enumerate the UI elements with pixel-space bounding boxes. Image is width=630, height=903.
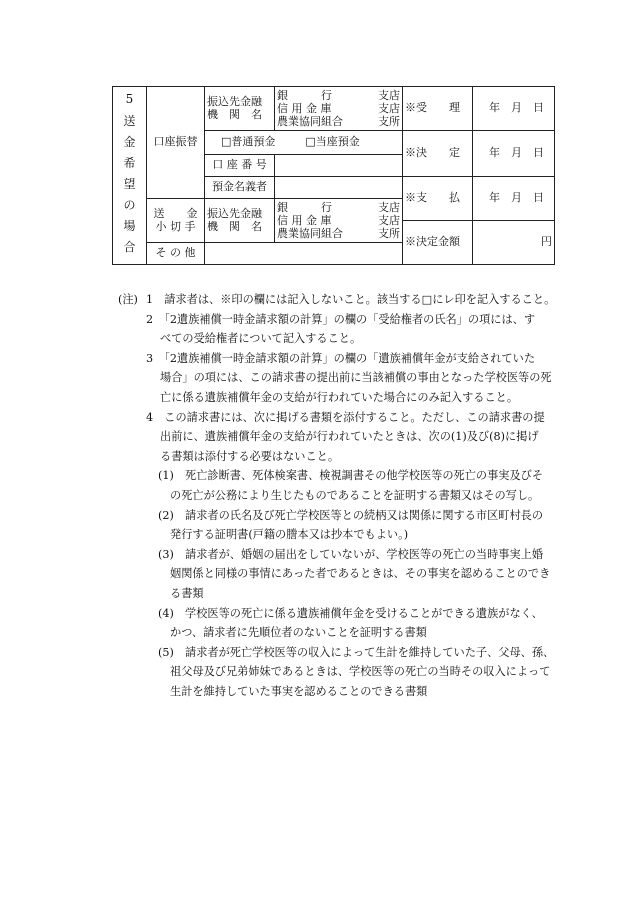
note-4-line-3: る書類は添付する必要はないこと。 (160, 449, 340, 463)
section-header-cell (113, 87, 147, 265)
sub-5-line-2: 祖父母及び兄弟姉妹であるときは、学校医等の死亡の当時その収入によって (170, 665, 551, 679)
note-1: (注) 1 請求者は、※印の欄には記入しないこと。該当する□にレ印を記入すること。 (118, 290, 588, 310)
receipt-label: ※受 理 (403, 87, 473, 131)
other-label: そ の 他 (147, 243, 205, 265)
note-4-line-1: 4 この請求書には、次に掲げる書類を添付すること。ただし、この請求書の提 (146, 410, 545, 424)
bank-name-field[interactable]: 銀 行 支店 信 用 金 庫 支店 農業協同組合 支所 (275, 87, 403, 131)
note-3-line-2: 場合」の項には、この請求書の提出前に当該補償の事由となった学校医等の死 (160, 371, 552, 385)
sub-1-line-1: (1) 死亡診断書、死体検案書、検視調書その他学校医等の死亡の事実及びそ (158, 469, 544, 483)
sub-3-line-3: る書類 (170, 586, 204, 600)
decision-label: ※決 定 (403, 131, 473, 177)
account-transfer-label: 口座振替 (147, 87, 205, 199)
check-bank-name-field[interactable]: 銀 行 支店 信 用 金 庫 支店 農業協同組合 支所 (275, 199, 403, 243)
payment-date-field[interactable]: 年 月 日 (473, 177, 555, 221)
sub-2-line-1: (2) 請求者の氏名及び死亡学校医等との続柄又は関係に関する市区町村長の (158, 508, 544, 522)
decided-amount-label: ※決定金額 (403, 221, 473, 265)
other-field[interactable] (205, 243, 403, 265)
account-number-field[interactable] (275, 155, 403, 177)
check-bank-name-label: 振込先金融 機 関 名 (205, 199, 275, 243)
sub-1-line-2: の死亡が公務により生じたものであることを証明する書類又はその写し。 (170, 488, 540, 502)
note-2-line-2: べての受給権者について記入すること。 (160, 332, 362, 346)
account-number-label: 口 座 番 号 (205, 155, 275, 177)
sub-5-line-3: 生計を維持していた事実を認めることのできる書類 (170, 684, 428, 698)
remittance-table (112, 86, 555, 265)
notes-label: (注) (118, 293, 138, 306)
note-3-line-3: 亡に係る遺族補償年金の支給が行われていた場合にのみ記入すること。 (160, 390, 519, 404)
sub-2-line-2: 発行する証明書(戸籍の謄本又は抄本でもよい。) (170, 528, 409, 542)
note-4-line-2: 出前に、遺族補償年金の支給が行われていたときは、次の(1)及び(8)に掲げ (160, 430, 539, 444)
sub-3-line-1: (3) 請求者が、婚姻の届出をしていないが、学校医等の死亡の当時事実上婚 (158, 547, 544, 561)
sub-4-line-1: (4) 学校医等の死亡に係る遺族補償年金を受けることができる遺族がなく、 (158, 606, 543, 620)
sub-4-line-2: かつ、請求者に先順位者のないことを証明する書類 (170, 626, 427, 640)
account-holder-field[interactable] (275, 177, 403, 199)
remittance-check-label: 送 金 小 切 手 (147, 199, 205, 243)
deposit-ordinary-checkbox[interactable]: □普通預金 (221, 135, 276, 149)
section-number: 5 (125, 92, 134, 107)
payment-label: ※支 払 (403, 177, 473, 221)
notes-section (118, 290, 588, 701)
account-holder-label: 預金名義者 (205, 177, 275, 199)
decided-amount-field[interactable]: 円 (473, 221, 555, 265)
section-title-vertical: 送 金 希 望 の 場 合 (123, 113, 136, 254)
sub-3-line-2: 姻関係と同様の事情にあった者であるときは、その事実を認めることのでき (170, 567, 551, 581)
note-3-line-1: 3 「2遺族補償一時金請求額の計算」の欄の「遺族補償年金が支給されていた (146, 351, 536, 365)
note-2-line-1: 2 「2遺族補償一時金請求額の計算」の欄の「受給権者の氏名」の項には、す (146, 312, 536, 326)
sub-5-line-1: (5) 請求者が死亡学校医等の収入によって生計を維持していた子、父母、孫、 (158, 645, 555, 659)
deposit-type-field[interactable] (205, 131, 403, 155)
decision-date-field[interactable]: 年 月 日 (473, 131, 555, 177)
receipt-date-field[interactable]: 年 月 日 (473, 87, 555, 131)
bank-name-label: 振込先金融 機 関 名 (205, 87, 275, 131)
deposit-current-checkbox[interactable]: □当座預金 (305, 135, 360, 149)
